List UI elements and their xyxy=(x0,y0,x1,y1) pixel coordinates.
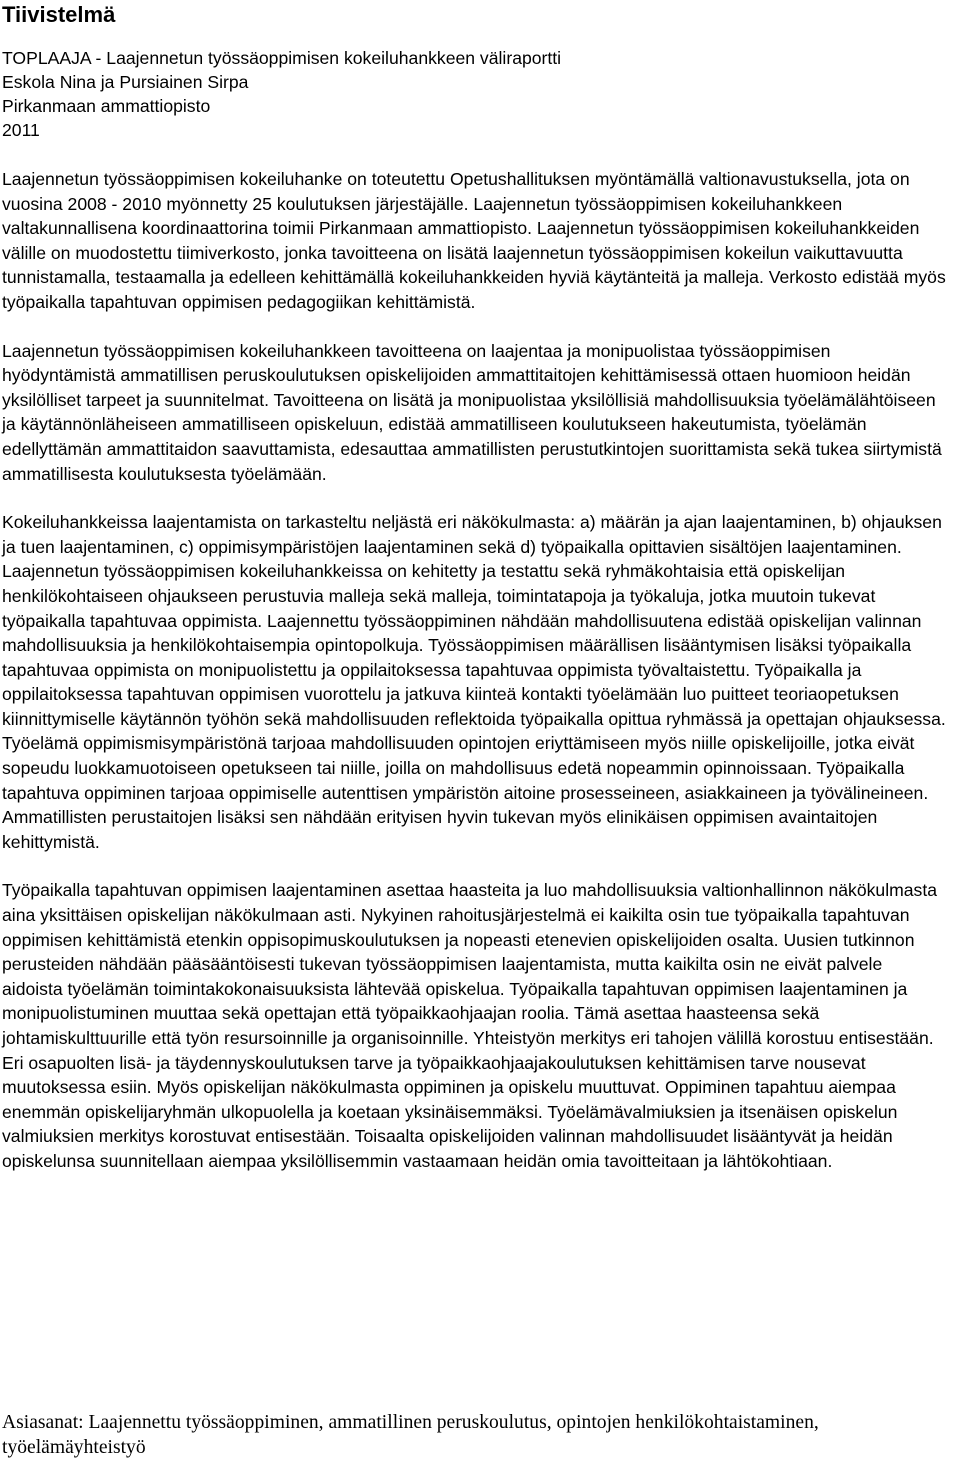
keywords: Asiasanat: Laajennettu työssäoppiminen, ammatillinen peruskoulutus, opintojen henkilökohtaistaminen, työelämäyhteistyö xyxy=(2,1412,819,1458)
document-page xyxy=(2,0,947,1174)
page-heading: Tiivistelmä xyxy=(2,2,116,27)
report-organization: Pirkanmaan ammattiopisto xyxy=(2,96,211,116)
paragraph-1: Laajennetun työssäoppimisen kokeiluhanke on toteutettu Opetushallituksen myöntämällä valtionavustuksella, jota on vuosina 2008 - 2010 myönnetty 25 koulutuksen järjestäjälle. Laajennetun työssäoppimisen kokeiluhankkeen valtakunnallisena koordinaattorina toimii Pirkanmaan ammattiopisto. Laajennetun työssäoppimisen kokeiluhankkeiden välille on muodostettu tiimiverkosto, jonka tavoitteena on lisätä laajennetun työssäoppimisen kokeilun vaikuttavuutta tunnistamalla, testaamalla ja edelleen kehittämällä kokeiluhankkeiden hyviä käytänteitä ja malleja. Verkosto edistää myös työpaikalla tapahtuvan oppimisen pedagogiikan kehittämistä. xyxy=(2,169,946,312)
report-title: TOPLAAJA - Laajennetun työssäoppimisen kokeiluhankkeen väliraportti xyxy=(2,48,562,68)
report-year: 2011 xyxy=(2,120,40,140)
paragraph-2: Laajennetun työssäoppimisen kokeiluhankkeen tavoitteena on laajentaa ja monipuolistaa työssäoppimisen hyödyntämistä ammatillisen peruskoulutuksen opiskelijoiden ammattitaitojen kehittämisessä ottaen huomioon heidän yksilölliset tarpeet ja suunnitelmat. Tavoitteena on lisätä ja monipuolistaa yksilöllisiä mahdollisuuksia työelämälähtöiseen ja käytännönläheiseen ammatilliseen opiskeluun, edistää ammatilliseen koulutukseen hakeutumista, työelämän edellyttämän ammattitaidon saavuttamista, edesauttaa ammatillisten perustutkintojen suorittamista sekä tukea siirtymistä ammatillisesta koulutuksesta työelämään. xyxy=(2,340,942,484)
paragraph-4: Työpaikalla tapahtuvan oppimisen laajentaminen asettaa haasteita ja luo mahdollisuuksia valtionhallinnon näkökulmasta aina yksittäisen opiskelijan näkökulmaan asti. Nykyinen rahoitusjärjestelmä ei kaikilta osin tue työpaikalla tapahtuvan oppimisen kehittämistä etenkin oppisopimuskoulutuksen ja nopeasti etenevien opiskelijoiden osalta. Uusien tutkinnon perusteiden nähdään pääsääntöisesti tukevan työssäoppimisen laajentamista, mutta kaikilta osin ne eivät palvele aidoista työelämän toimintakokonaisuuksista lähtevää opiskelua. Työpaikalla tapahtuvan oppimisen laajentaminen ja monipuolistuminen muuttaa sekä opettajan että työpaikkaohjaajan roolia. Tämä asettaa haasteensa sekä johtamiskulttuurille että työn resursoinnille ja organisoinnille. Yhteistyön merkitys eri tahojen välillä korostuu entisestään. Eri osapuolten lisä- ja täydennyskoulutuksen tarve ja työpaikkaohjaajakoulutuksen kehittämisen tarve nousevat muutoksessa esiin. Myös opiskelijan näkökulmasta oppiminen ja opiskelu muuttuvat. Oppiminen tapahtuu aiempaa enemmän opiskelijaryhmän ulkopuolella ja koetaan yksinäisemmäksi. Työelämävalmiuksien ja itsenäisen opiskelun valmiuksien merkitys korostuvat entisestään. Toisaalta opiskelijoiden valinnan mahdollisuudet lisääntyvät ja heidän opiskelunsa suunnitellaan aiempaa yksilöllisemmin vastaamaan heidän omia tavoitteitaan ja lähtökohtiaan. xyxy=(2,880,938,1171)
paragraph-3: Kokeiluhankkeissa laajentamista on tarkasteltu neljästä eri näkökulmasta: a) määrän ja ajan laajentaminen, b) ohjauksen ja tuen laajentaminen, c) oppimisympäristöjen laajentaminen sekä d) työpaikalla opittavien sisältöjen laajentaminen. Laajennetun työssäoppimisen kokeiluhankkeissa on kehitetty ja testattu sekä ryhmäkohtaisia että opiskelijan henkilökohtaiseen ohjaukseen perustuvia malleja sekä malleja, toimintatapoja ja työkaluja, jotka muutoin tukevat työpaikalla tapahtuvaa oppimista. Laajennettu työssäoppiminen nähdään mahdollisuutena edistää opiskelijan valinnan mahdollisuuksia ja henkilökohtaisempia opintopolkuja. Työssäoppimisen määrällisen lisääntymisen lisäksi työpaikalla tapahtuvaa oppimista on monipuolistettu ja oppilaitoksessa tapahtuvaa oppimista työvaltaistettu. Työpaikalla ja oppilaitoksessa tapahtuvan oppimisen vuorottelu ja jatkuva kiinteä kontakti työelämään luo puitteet teoriaopetuksen kiinnittymiselle käytännön työhön sekä mahdollisuuden reflektoida työpaikalla opittua ryhmässä ja opettajan ohjauksessa. Työelämä oppimismisympäristönä tarjoaa mahdollisuuden opintojen eriyttämiseen myös niille opiskelijoille, jotka eivät sopeudu luokkamuotoiseen opetukseen tai niille, joilla on mahdollisuus edetä nopeammin opinnoissaan. Työpaikalla tapahtuva oppiminen tarjoaa oppimiselle autenttisen ympäristön aitoine prosesseineen, asiakkaineen ja työvälineineen. Ammatillisten perustaitojen lisäksi sen nähdään erityisen hyvin tukevan myös elinikäisen oppimisen avaintaitojen kehittymistä. xyxy=(2,512,946,852)
report-authors: Eskola Nina ja Pursiainen Sirpa xyxy=(2,72,249,92)
report-meta xyxy=(2,46,947,142)
